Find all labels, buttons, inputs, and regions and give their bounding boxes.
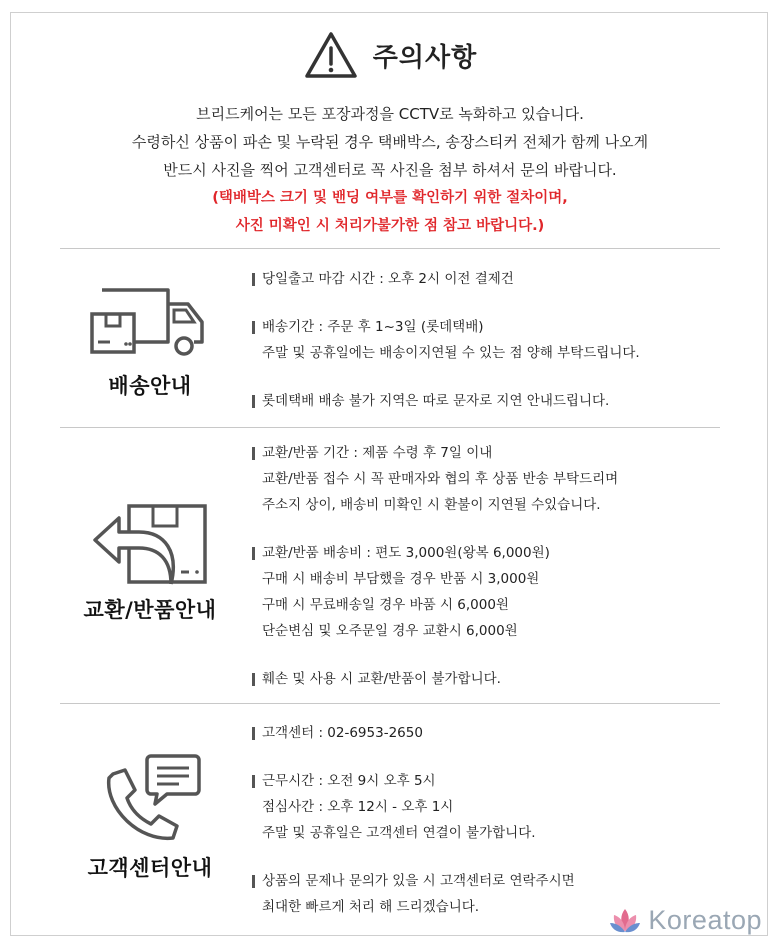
customer-inquiry: 상품의 문제나 문의가 있을 시 고객센터로 연락주시면 <box>252 868 732 894</box>
notice-line: 반드시 사진을 찍어 고객센터로 꼭 사진을 첨부 하셔서 문의 바랍니다. <box>163 161 617 179</box>
customer-holiday: 주말 및 공휴일은 고객센터 연결이 불가합니다. <box>262 825 536 841</box>
exchange-period: 교환/반품 기간 : 제품 수령 후 7일 이내 <box>252 440 732 466</box>
warning-triangle-icon <box>303 30 359 80</box>
exchange-icon-block <box>60 500 240 624</box>
phone-chat-icon <box>95 752 205 844</box>
delivery-truck-icon <box>90 280 210 362</box>
brand-name: Koreatop <box>648 905 762 935</box>
notice-title: 주의사항 <box>372 42 478 73</box>
exchange-fee-note: 단순변심 및 오주문일 경우 교환시 6,000원 <box>262 623 518 639</box>
customer-lunch: 점심사간 : 오후 12시 - 오후 1시 <box>262 799 454 815</box>
brand-logo <box>608 905 762 936</box>
exchange-period-note: 교환/반품 접수 시 꼭 판매자와 협의 후 상품 반송 부탁드리며 <box>262 471 619 487</box>
return-box-icon <box>85 500 215 586</box>
customer-title: 고객센터안내 <box>87 856 213 880</box>
lotus-icon <box>608 907 642 935</box>
shipping-unavailable: 롯데택배 배송 불가 지역은 따로 문자로 지연 안내드립니다. <box>252 388 732 414</box>
section-divider <box>60 427 720 428</box>
exchange-info <box>252 440 732 692</box>
notice-warning-line: (택배박스 크기 및 밴딩 여부를 확인하기 위한 절차이며, <box>212 190 568 206</box>
customer-icon-block <box>60 752 240 882</box>
exchange-title: 교환/반품안내 <box>83 598 217 622</box>
section-divider <box>60 248 720 249</box>
exchange-period-note: 주소지 상이, 배송비 미확인 시 환불이 지연될 수있습니다. <box>262 497 601 513</box>
customer-phone: 고객센터 : 02-6953-2650 <box>252 720 732 746</box>
customer-info <box>252 720 732 920</box>
notice-header <box>0 30 780 84</box>
section-divider <box>60 703 720 704</box>
shipping-cutoff: 당일출고 마감 시간 : 오후 2시 이전 결제건 <box>252 266 732 292</box>
exchange-fee-note: 구매 시 배송비 부담했을 경우 반품 시 3,000원 <box>262 571 540 587</box>
notice-line: 수령하신 상품이 파손 및 누락된 경우 택배박스, 송장스티커 전체가 함께 나오게 <box>131 133 649 151</box>
shipping-info <box>252 266 732 414</box>
shipping-title: 배송안내 <box>108 374 192 398</box>
shipping-period-note: 주말 및 공휴일에는 배송이지연될 수 있는 점 양해 부탁드립니다. <box>262 345 640 361</box>
notice-warning-line: 사진 미확인 시 처리가불가한 점 참고 바랍니다.) <box>235 218 545 234</box>
customer-hours: 근무시간 : 오전 9시 오후 5시 <box>252 768 732 794</box>
notice-body <box>0 100 780 240</box>
customer-inquiry-note: 최대한 빠르게 처리 해 드리겠습니다. <box>262 899 480 915</box>
exchange-fee-note: 구매 시 무료배송일 경우 바품 시 6,000원 <box>262 597 509 613</box>
shipping-period: 배송기간 : 주문 후 1~3일 (롯데택배) <box>252 314 732 340</box>
exchange-damage: 훼손 및 사용 시 교환/반품이 불가합니다. <box>252 666 732 692</box>
exchange-fee: 교환/반품 배송비 : 편도 3,000원(왕복 6,000원) <box>252 540 732 566</box>
shipping-icon-block <box>60 280 240 400</box>
notice-line: 브리드케어는 모든 포장과정을 CCTV로 녹화하고 있습니다. <box>196 105 584 123</box>
